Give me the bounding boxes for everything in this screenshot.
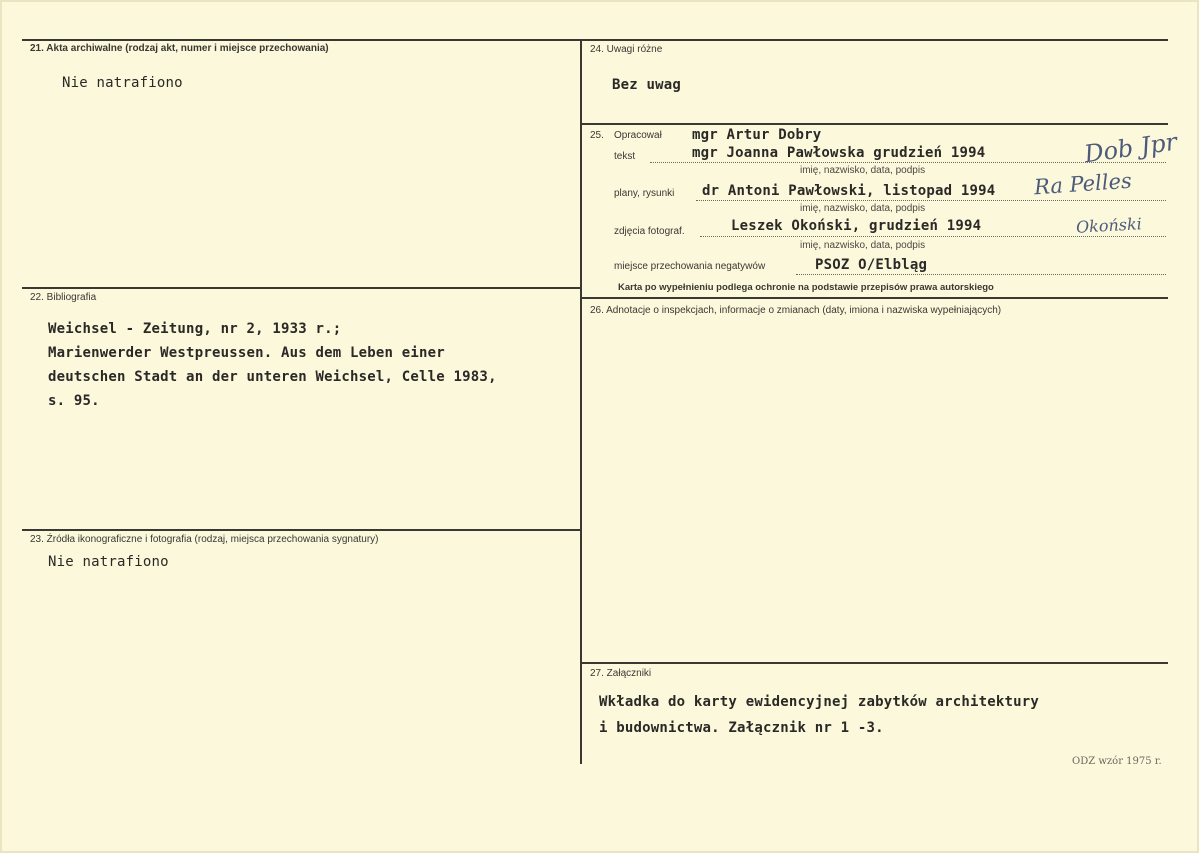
section-23-label: 23. Źródła ikonograficzne i fotografia (rodzaj, miejsca przechowania sygnatury) <box>30 534 379 545</box>
signature-tekst: Dob Jpr <box>1082 127 1179 169</box>
tekst-label: tekst <box>614 151 636 162</box>
zdjecia-dotted-line <box>700 236 1166 237</box>
section-26-label: 26. Adnotacje o inspekcjach, informacje o zmianach (daty, imiona i nazwiska wypełniających) <box>590 305 1002 316</box>
bibliography-line-4: s. 95. <box>48 393 100 409</box>
plany-label: plany, rysunki <box>614 188 675 199</box>
plany-value: dr Antoni Pawłowski, listopad 1994 <box>702 183 996 199</box>
miejsce-value: PSOZ O/Elbląg <box>815 257 928 273</box>
section-22-label: 22. Bibliografia <box>30 292 97 303</box>
rule-23 <box>22 529 580 531</box>
section-24-label: 24. Uwagi różne <box>590 44 663 55</box>
zdjecia-value: Leszek Okoński, grudzień 1994 <box>731 218 982 234</box>
rule-27 <box>582 662 1168 664</box>
section-21-value: Nie natrafiono <box>62 75 183 91</box>
section-21-label: 21. Akta archiwalne (rodzaj akt, numer i miejsce przechowania) <box>30 43 329 54</box>
section-23-value: Nie natrafiono <box>48 554 169 570</box>
top-rule-right <box>582 39 1168 41</box>
plany-dotted-line <box>696 200 1166 201</box>
plany-caption: imię, nazwisko, data, podpis <box>800 203 926 214</box>
section-27-label: 27. Załączniki <box>590 668 652 679</box>
signature-plany: Ra Pelles <box>1033 168 1133 200</box>
bibliography-line-2: Marienwerder Westpreussen. Aus dem Leben einer <box>48 345 445 361</box>
form-footer: ODZ wzór 1975 r. <box>1072 756 1162 767</box>
opracowal-label: Opracował <box>614 130 662 141</box>
tekst-caption: imię, nazwisko, data, podpis <box>800 165 926 176</box>
rule-26 <box>582 297 1168 299</box>
zdjecia-label: zdjęcia fotograf. <box>614 226 685 237</box>
section-24-value: Bez uwag <box>612 77 682 93</box>
attachment-line-2: i budownictwa. Załącznik nr 1 -3. <box>599 720 884 736</box>
tekst-author-1: mgr Artur Dobry <box>692 127 822 143</box>
bibliography-line-3: deutschen Stadt an der unteren Weichsel, Celle 1983, <box>48 369 497 385</box>
bibliography-line-1: Weichsel - Zeitung, nr 2, 1933 r.; <box>48 321 342 337</box>
signature-zdjecia: Okoński <box>1075 214 1143 237</box>
miejsce-label: miejsce przechowania negatywów <box>614 261 766 272</box>
rule-25 <box>582 123 1168 125</box>
section-25-number: 25. <box>590 130 604 141</box>
center-divider <box>580 39 582 764</box>
copyright-note: Karta po wypełnieniu podlega ochronie na podstawie przepisów prawa autorskiego <box>618 282 994 293</box>
attachment-line-1: Wkładka do karty ewidencyjnej zabytków architektury <box>599 694 1040 710</box>
rule-22 <box>22 287 580 289</box>
miejsce-dotted-line <box>796 274 1166 275</box>
top-rule-left <box>22 39 580 41</box>
zdjecia-caption: imię, nazwisko, data, podpis <box>800 240 926 251</box>
tekst-author-2: mgr Joanna Pawłowska grudzień 1994 <box>692 145 986 161</box>
